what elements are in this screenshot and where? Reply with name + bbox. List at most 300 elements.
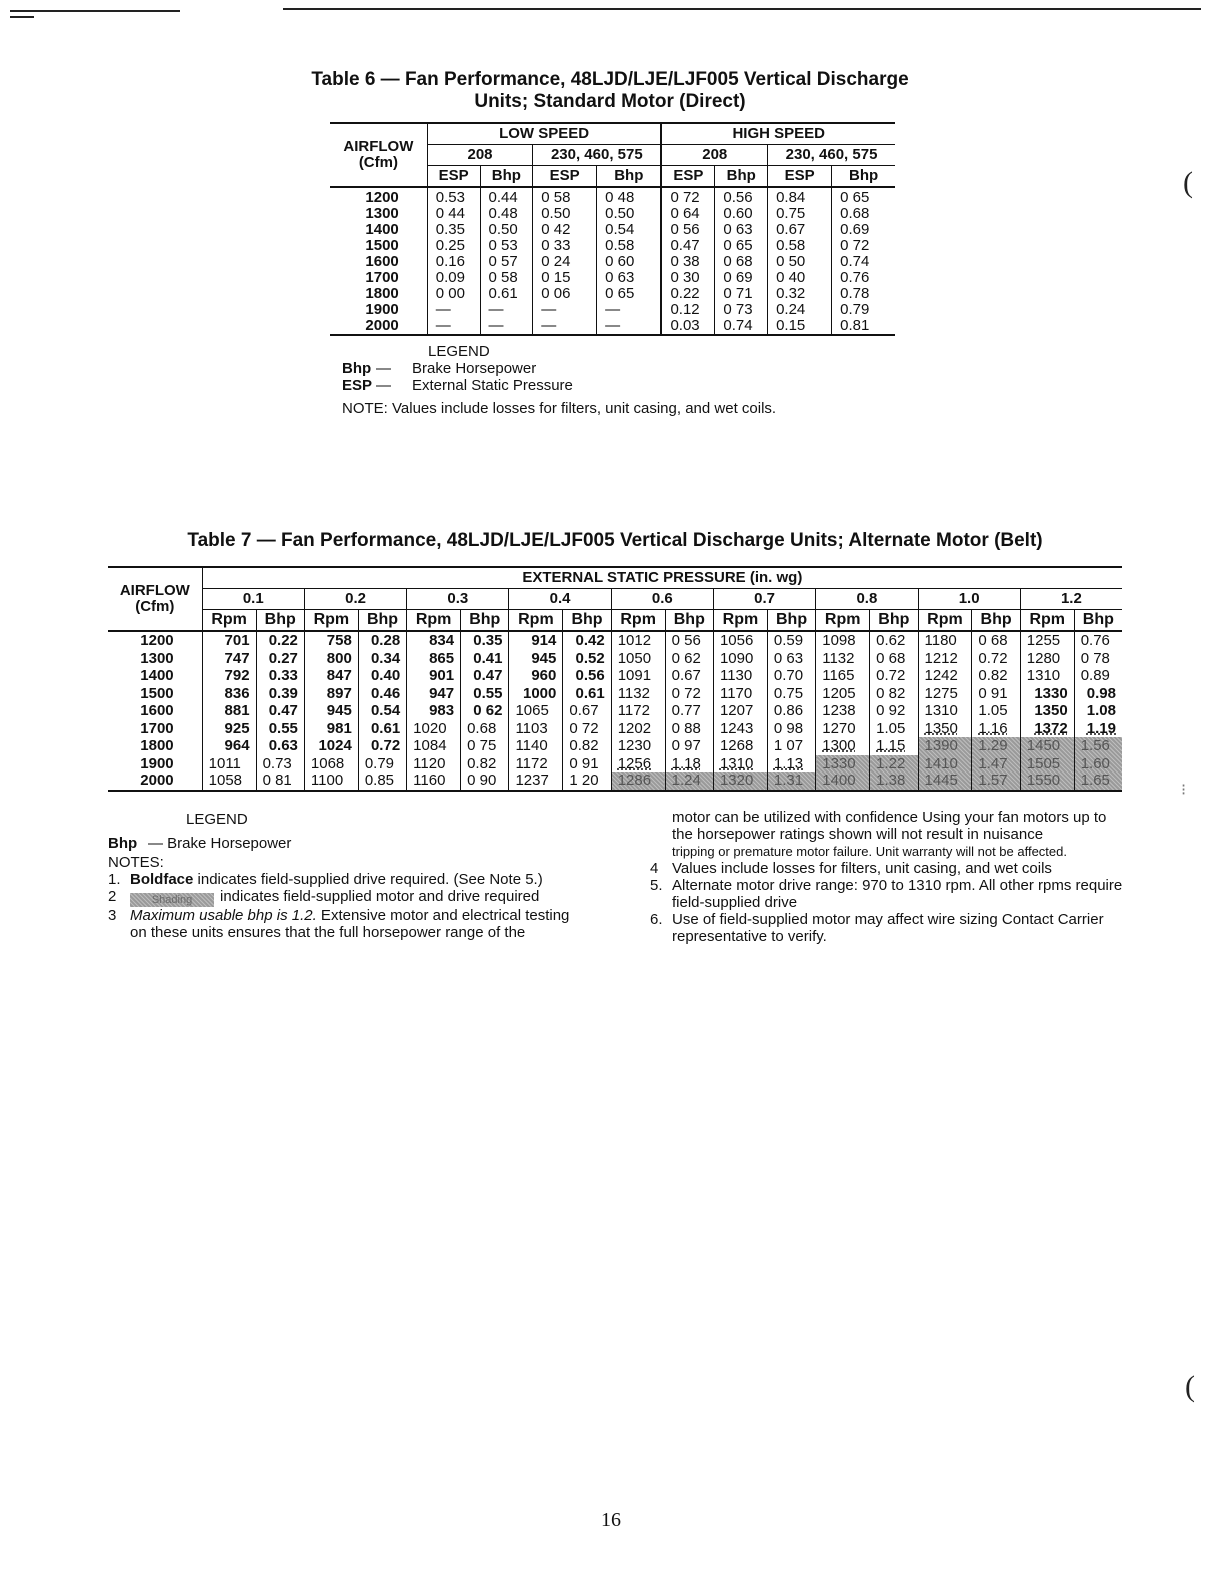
table-cell: 1350 [1020,702,1074,720]
table-cell: 0 24 [533,254,597,270]
table-cell: — [427,318,480,335]
table-cell: — [480,318,533,335]
table-cell: — [597,302,662,318]
table6-note: NOTE: Values include losses for filters, unit casing, and wet coils. [342,400,777,417]
table-cell: 0.54 [597,222,662,238]
table-cell: 897 [304,685,358,703]
t6-col-esp: ESP [768,166,832,188]
col-rpm-header: Rpm [816,610,870,632]
table-cell: — [597,318,662,335]
table-cell: 1.16 [972,720,1020,738]
col-rpm-header: Rpm [407,610,461,632]
table6-legend [342,343,573,394]
table-cell: 1100 [304,772,358,791]
legend-abbr: Bhp [108,835,138,852]
pressure-header: 0.7 [713,589,815,610]
table-row [108,755,1122,773]
table-cell: 0.76 [832,270,895,286]
col-rpm-header: Rpm [918,610,972,632]
table-cell: 0.44 [480,187,533,206]
table-row [330,238,895,254]
table-cell: 1050 [611,650,665,668]
table-cell: 0 65 [597,286,662,302]
table-cell: 1160 [407,772,461,791]
table-row [330,206,895,222]
table-cell: 0.84 [768,187,832,206]
table-cell: 0.53 [427,187,480,206]
table-cell: 0.24 [768,302,832,318]
table6-title-line2: Units; Standard Motor (Direct) [474,91,746,112]
table-cell: 0.48 [480,206,533,222]
note-number: 1. [108,871,121,888]
legend-dash: — [376,377,391,394]
note-3 [108,907,588,941]
table-cell: 0.63 [256,737,304,755]
t6-legend-title: LEGEND [428,343,490,360]
table-cell: 1372 [1020,720,1074,738]
table-row [330,318,895,335]
table-cell: 0.35 [461,631,509,650]
table-cell: 0 63 [715,222,768,238]
table-cell: 0 38 [661,254,714,270]
table-cell: 0.41 [461,650,509,668]
airflow-cell: 1700 [365,269,399,286]
airflow-cell: 1800 [140,737,174,754]
table-cell: 0.52 [563,650,611,668]
table-cell: 1410 [918,755,972,773]
table-cell: 925 [202,720,256,738]
table-cell: 0.50 [533,206,597,222]
table-cell: 0.75 [767,685,815,703]
table6-title [240,69,980,113]
table-cell: 1.47 [972,755,1020,773]
table-cell: 1202 [611,720,665,738]
t7-pressure-row [108,589,1122,610]
table-cell: 1268 [713,737,767,755]
table6-body [330,187,895,335]
table-cell: 1.08 [1074,702,1122,720]
table-row [108,685,1122,703]
table-cell: 0 53 [480,238,533,254]
table-cell: 0.75 [768,206,832,222]
table-cell: 0.86 [767,702,815,720]
table-cell: 0.60 [715,206,768,222]
table-cell: 0.47 [461,667,509,685]
table-cell: 1130 [713,667,767,685]
table-cell: 1.24 [665,772,713,791]
table-cell: 1 20 [563,772,611,791]
table-cell: 1390 [918,737,972,755]
pressure-header: 1.0 [918,589,1020,610]
airflow-cell: 1600 [140,702,174,719]
t6-legend-item [342,360,573,377]
table-cell: 1255 [1020,631,1074,650]
table-cell: 1024 [304,737,358,755]
table-cell: 0 78 [1074,650,1122,668]
table-cell: — [480,302,533,318]
table-cell: 0 72 [661,187,714,206]
table-cell: 836 [202,685,256,703]
table-cell: 1238 [816,702,870,720]
table-cell: 1.22 [870,755,918,773]
table-cell: 0.03 [661,318,714,335]
note-text [130,888,539,907]
table-cell: 0.55 [461,685,509,703]
table-cell: 1.38 [870,772,918,791]
table-cell: 0.82 [461,755,509,773]
table-cell: 1132 [816,650,870,668]
table-cell: 1275 [918,685,972,703]
table6 [330,122,895,336]
table-cell: 0 58 [533,187,597,206]
t6-airflow-header [330,123,427,187]
table7-notes-right [650,809,1125,945]
table-cell: 0 68 [972,631,1020,650]
table-cell: 0.72 [870,667,918,685]
note-number: 3 [108,907,117,924]
binding-hole-mark: ( [1185,1370,1195,1403]
t6-col-esp: ESP [661,166,714,188]
t7-cfm-label: (Cfm) [135,598,175,615]
legend-dash: — [376,360,391,377]
table-cell: 0.77 [665,702,713,720]
table-cell: 0.79 [832,302,895,318]
table-cell: 0.68 [461,720,509,738]
table-cell: 1237 [509,772,563,791]
table-cell: 0.67 [665,667,713,685]
table-cell: 0.82 [563,737,611,755]
table-cell: 0.42 [563,631,611,650]
table7-notes-left [108,854,588,941]
airflow-cell: 1200 [140,632,174,649]
table-cell: 0 82 [870,685,918,703]
table-cell: 0 63 [767,650,815,668]
pressure-header: 0.4 [509,589,611,610]
pressure-header: 1.2 [1020,589,1122,610]
table-cell: 1140 [509,737,563,755]
table-cell: 0.89 [1074,667,1122,685]
table-cell: 1242 [918,667,972,685]
table-cell: 0.61 [358,720,406,738]
t6-cfm-label: (Cfm) [358,154,398,171]
t6-legend-item [342,377,573,394]
table7 [108,566,1122,792]
table-cell: 0 81 [256,772,304,791]
airflow-cell: 2000 [140,772,174,789]
table-cell: 0 58 [480,270,533,286]
t6-airflow-label: AIRFLOW [343,138,414,155]
table-row [108,667,1122,685]
table-cell: 0 42 [533,222,597,238]
table-cell: 0 00 [427,286,480,302]
table-cell: 701 [202,631,256,650]
t7-airflow-header [108,567,202,631]
airflow-cell: 1900 [365,301,399,318]
table-cell: 0 91 [563,755,611,773]
col-rpm-header: Rpm [713,610,767,632]
table-cell: 0 56 [661,222,714,238]
table-cell: 964 [202,737,256,755]
table-cell: 0 62 [665,650,713,668]
pressure-header: 0.3 [407,589,509,610]
t6-high-speed: HIGH SPEED [661,123,895,145]
table-cell: 1065 [509,702,563,720]
airflow-cell: 1300 [140,649,174,667]
table-cell: 1000 [509,685,563,703]
table-cell: 1310 [1020,667,1074,685]
col-bhp-header: Bhp [1074,610,1122,632]
note-text [130,871,543,888]
table-row [108,720,1122,738]
table-cell: 0.22 [256,631,304,650]
table-cell: 0.47 [661,238,714,254]
note-italic: Maximum usable bhp is 1.2. [130,907,317,924]
col-bhp-header: Bhp [256,610,304,632]
table-cell: 1058 [202,772,256,791]
table-cell: 800 [304,650,358,668]
scan-speck-mark: ⁝ [1181,782,1187,799]
airflow-cell: 1400 [140,667,174,684]
table-row [330,302,895,318]
table7-legend-title: LEGEND [186,811,248,828]
table-cell: 1286 [611,772,665,791]
note-body: indicates field-supplied motor and drive required [220,888,540,905]
table-cell: 1172 [509,755,563,773]
table-cell: 1310 [713,755,767,773]
table-cell: 747 [202,650,256,668]
t6-low-230: 230, 460, 575 [533,145,662,166]
table-cell: 0.55 [256,720,304,738]
table-cell: 0.62 [870,631,918,650]
table-cell: 1 07 [767,737,815,755]
table-cell: 0.35 [427,222,480,238]
table-cell: 0.85 [358,772,406,791]
table-cell: 0.67 [768,222,832,238]
table-cell: 1205 [816,685,870,703]
table-cell: 1.29 [972,737,1020,755]
legend-text: Brake Horsepower [412,360,537,377]
table-cell: 1.05 [870,720,918,738]
table-cell: 1.19 [1074,720,1122,738]
table-cell: 1.60 [1074,755,1122,773]
table-cell: 0.22 [661,286,714,302]
table-cell: 0 75 [461,737,509,755]
notes-title: NOTES: [108,854,164,871]
col-bhp-header: Bhp [358,610,406,632]
table-cell: 0 30 [661,270,714,286]
t6-low-208: 208 [427,145,532,166]
table-cell: 0 88 [665,720,713,738]
table-cell: 1.56 [1074,737,1122,755]
table-cell: 834 [407,631,461,650]
col-bhp-header: Bhp [767,610,815,632]
table-cell: 0.69 [832,222,895,238]
pressure-header: 0.1 [202,589,304,610]
table-cell: 0.67 [563,702,611,720]
table-cell: 1020 [407,720,461,738]
table-cell: 1084 [407,737,461,755]
table-cell: 0.70 [767,667,815,685]
table-cell: 1098 [816,631,870,650]
t6-col-bhp: Bhp [832,166,895,188]
table-cell: 1270 [816,720,870,738]
table-cell: 0 97 [665,737,713,755]
table-cell: 0.50 [480,222,533,238]
table-cell: 0 65 [832,187,895,206]
table-row [330,286,895,302]
table-cell: 901 [407,667,461,685]
table-cell: 0.54 [358,702,406,720]
table-cell: 0 68 [715,254,768,270]
table-cell: 0 73 [715,302,768,318]
col-rpm-header: Rpm [1020,610,1074,632]
table-cell: 1.15 [870,737,918,755]
table-cell: 1350 [918,720,972,738]
table-cell: 865 [407,650,461,668]
table-cell: 983 [407,702,461,720]
table-cell: 0.98 [1074,685,1122,703]
table-cell: 1330 [816,755,870,773]
table-cell: 0 98 [767,720,815,738]
table-row [108,631,1122,650]
col-bhp-header: Bhp [461,610,509,632]
header-rule-left [10,10,180,15]
table-cell: 0 69 [715,270,768,286]
table-cell: 0.16 [427,254,480,270]
table-cell: 1280 [1020,650,1074,668]
table-cell: 0.58 [768,238,832,254]
table-cell: 0.79 [358,755,406,773]
table-cell: 0 15 [533,270,597,286]
table-cell: 0 68 [870,650,918,668]
table-cell: 1.31 [767,772,815,791]
airflow-cell: 2000 [365,317,399,334]
table-cell: 0.39 [256,685,304,703]
table-cell: 1450 [1020,737,1074,755]
table-cell: 0.09 [427,270,480,286]
table-row [330,254,895,270]
note-2 [108,888,588,907]
table-cell: 1310 [918,702,972,720]
airflow-cell: 1300 [365,205,399,222]
col-bhp-header: Bhp [563,610,611,632]
table-cell: 881 [202,702,256,720]
table-row [330,222,895,238]
table-cell: 1256 [611,755,665,773]
table-cell: 1012 [611,631,665,650]
table-cell: 0 63 [597,270,662,286]
table-cell: 947 [407,685,461,703]
note-number: 4 [650,860,659,877]
t6-low-speed: LOW SPEED [427,123,661,145]
table-cell: 1165 [816,667,870,685]
table-cell: 1212 [918,650,972,668]
note-3-continued: motor can be utilized with confidence Using your fan motors up to the horsepower ratings shown will not result in nuisance [672,809,1107,843]
table-cell: 0.76 [1074,631,1122,650]
legend-text: — Brake Horsepower [148,835,292,852]
table-cell: 1056 [713,631,767,650]
table-cell: 0.72 [972,650,1020,668]
table-cell: 0 50 [768,254,832,270]
legend-abbr: Bhp [342,360,372,377]
col-rpm-header: Rpm [304,610,358,632]
table-row [108,702,1122,720]
table7-legend-bhp [108,835,291,852]
table-cell: 960 [509,667,563,685]
col-rpm-header: Rpm [611,610,665,632]
table-cell: 0 92 [870,702,918,720]
table-row [330,270,895,286]
table-cell: 0 64 [661,206,714,222]
note-body: Alternate motor drive range: 970 to 1310 rpm. All other rpms require field-supplied drive [672,877,1123,911]
note-bold: Boldface [130,871,194,888]
table-cell: 0.50 [597,206,662,222]
t6-col-bhp: Bhp [715,166,768,188]
table-cell: 1550 [1020,772,1074,791]
airflow-cell: 1200 [365,189,399,206]
table-cell: 1300 [816,737,870,755]
table-cell: 1.18 [665,755,713,773]
table-cell: 0 33 [533,238,597,254]
table-cell: 0 72 [563,720,611,738]
note-3-small: tripping or premature motor failure. Unit warranty will not be affected. [672,844,1067,859]
table-cell: 0 72 [832,238,895,254]
col-bhp-header: Bhp [870,610,918,632]
table-cell: 0 57 [480,254,533,270]
table-cell: 1505 [1020,755,1074,773]
table-cell: 847 [304,667,358,685]
table7-title: Table 7 — Fan Performance, 48LJD/LJE/LJF005 Vertical Discharge Units; Alternate Motor (Belt) [187,530,1043,551]
header-rule-right [283,8,1201,10]
table-cell: 1.05 [972,702,1020,720]
table-cell: 0.74 [715,318,768,335]
col-rpm-header: Rpm [202,610,256,632]
table-cell: 0 40 [768,270,832,286]
note-number: 6. [650,911,663,928]
col-bhp-header: Bhp [972,610,1020,632]
t6-col-bhp: Bhp [597,166,662,188]
table-cell: 981 [304,720,358,738]
table-cell: 0 90 [461,772,509,791]
table-cell: 1445 [918,772,972,791]
table-cell: 0 71 [715,286,768,302]
table-cell: 0 62 [461,702,509,720]
table-cell: 0 56 [665,631,713,650]
table-cell: 1103 [509,720,563,738]
table-cell: 1330 [1020,685,1074,703]
table-cell: 0.59 [767,631,815,650]
pressure-header: 0.8 [816,589,918,610]
table-cell: 0.72 [358,737,406,755]
t6-col-esp: ESP [533,166,597,188]
table-cell: 0.58 [597,238,662,254]
table-row [108,650,1122,668]
table-cell: 1400 [816,772,870,791]
note-number: 5. [650,877,663,894]
pressure-header: 0.6 [611,589,713,610]
table-cell: 1.65 [1074,772,1122,791]
table6-title-line1: Table 6 — Fan Performance, 48LJD/LJE/LJF005 Vertical Discharge [311,69,909,90]
table-cell: 0.56 [715,187,768,206]
table-cell: — [533,302,597,318]
table-cell: 1091 [611,667,665,685]
note-1 [108,871,588,888]
table-cell: 1243 [713,720,767,738]
table-cell: 792 [202,667,256,685]
table-cell: 1170 [713,685,767,703]
binding-hole-mark: ( [1183,166,1193,199]
note-body: Values include losses for filters, unit casing, and wet coils [672,860,1052,877]
